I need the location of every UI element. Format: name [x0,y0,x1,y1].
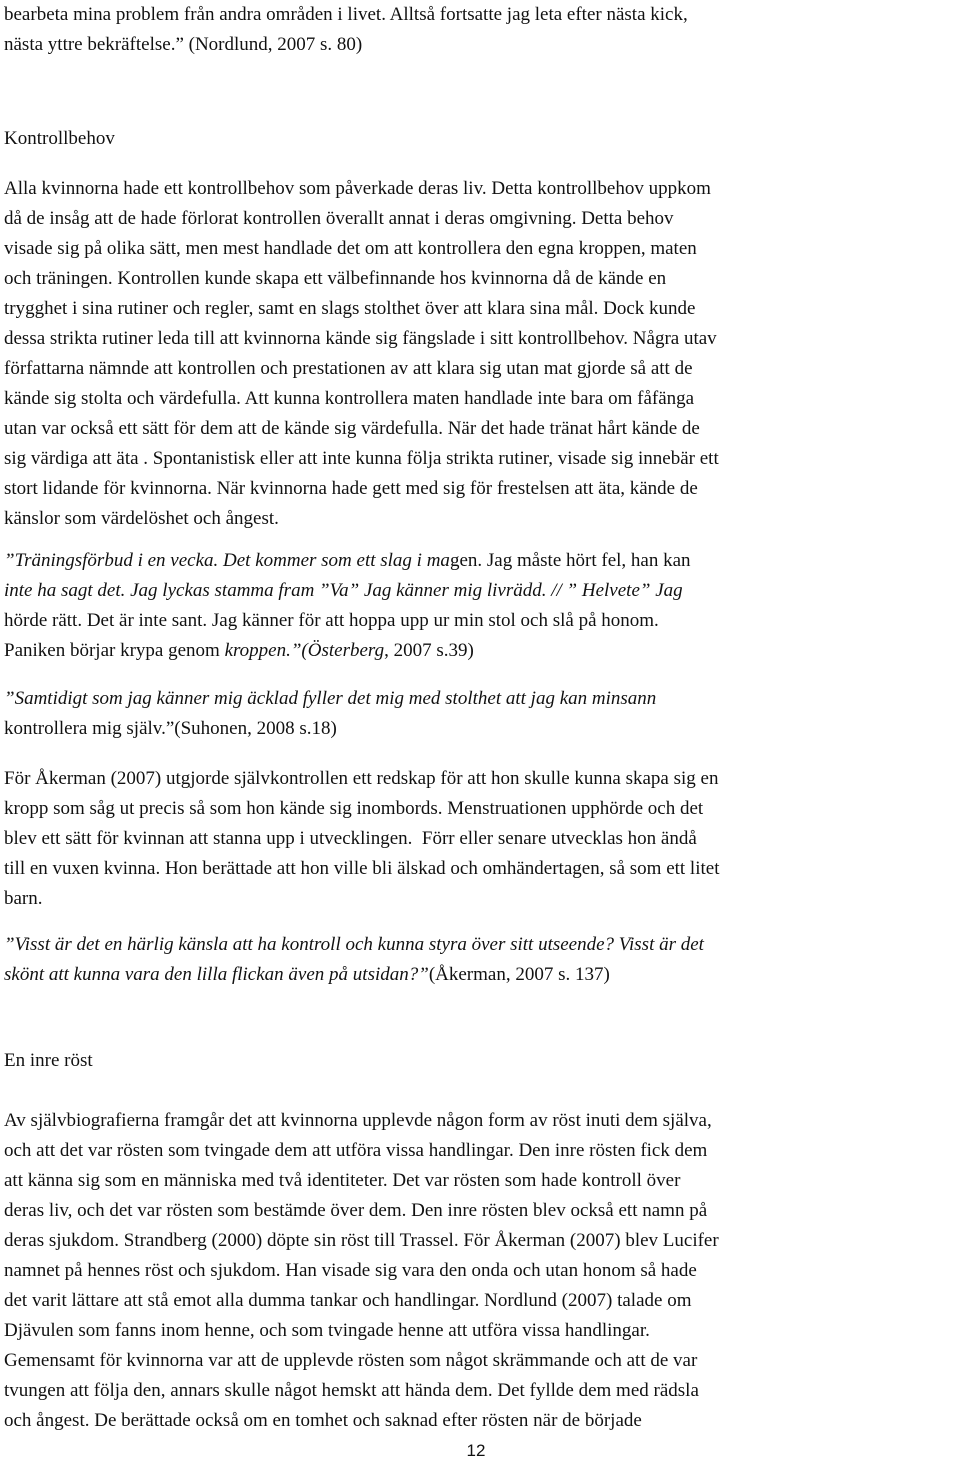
text-segment: kontrollera mig själv.”(Suhonen, 2008 s.18) [4,718,337,739]
text-line [4,1166,680,1195]
text-segment: deras liv, och det var rösten som bestämde över dem. Den inre rösten blev också ett namn på [4,1200,708,1221]
text-segment: utan var också ett sätt för dem att de kände sig värdefulla. När det hade tränat hårt kände de [4,418,700,439]
page-number: 12 [466,1441,486,1460]
text-line [4,930,704,959]
text-line [4,576,683,605]
text-line [4,854,719,883]
text-segment: Kontrollbehov [4,128,115,149]
text-segment: En inre röst [4,1050,93,1071]
text-line [4,354,693,383]
text-line [4,960,610,989]
text-line [4,444,719,473]
text-segment: och träningen. Kontrollen kunde skapa ett välbefinnande hos kvinnorna då de kände en [4,268,667,289]
text-segment: blev ett sätt för kvinnan att stanna upp i utvecklingen. Förr eller senare utvecklas hon ändå [4,828,697,849]
text-segment: och att det var rösten som tvingade dem att utföra vissa handlingar. Den inre rösten fick dem [4,1140,708,1161]
text-segment: kropp som såg ut precis så som hon kände sig inombords. Menstruationen upphörde och det [4,798,704,819]
text-segment: nästa yttre bekräftelse.” (Nordlund, 2007 s. 80) [4,34,363,55]
text-segment: visade sig på olika sätt, men mest handlade det om att kontrollera den egna kroppen, maten [4,238,697,259]
text-segment: till en vuxen kvinna. Hon berättade att hon ville bli älskad och omhändertagen, så som ett litet [4,858,720,879]
text-segment: känslor som värdelöshet och ångest. [4,508,279,529]
text-segment: (Åkerman, 2007 s. 137) [428,964,610,985]
text-segment: gen. Jag måste hört fel, han kan [449,550,691,571]
text-line [4,1286,691,1315]
text-segment: Alla kvinnorna hade ett kontrollbehov som påverkade deras liv. Detta kontrollbehov uppkom [4,178,711,199]
text-line [4,1196,707,1225]
text-segment: Av självbiografierna framgår det att kvinnorna upplevde någon form av röst inuti dem själva, [4,1110,712,1131]
text-line [4,324,717,353]
text-line [4,684,656,713]
text-segment: kände sig stolta och värdefulla. Att kunna kontrollera maten handlade inte bara om fåfänga [4,388,695,409]
text-line [4,504,279,533]
text-segment: bearbeta mina problem från andra områden i livet. Alltså fortsatte jag leta efter nästa kick, [4,4,688,25]
text-segment: tvungen att följa den, annars skulle något hemskt att hända dem. Det fyllde dem med rädsla [4,1380,699,1401]
text-segment: För Åkerman (2007) utgjorde självkontrollen ett redskap för att hon skulle kunna skapa sig en [4,768,719,789]
italic-text: ”Samtidigt som jag känner mig äcklad fyller det mig med stolthet att jag kan minsann [4,688,657,709]
text-line [4,474,698,503]
text-line [4,124,115,153]
text-line [4,1136,707,1165]
text-line [4,204,674,233]
text-segment: och ångest. De berättade också om en tomhet och saknad efter rösten när de började [4,1410,642,1431]
text-line [4,794,703,823]
text-segment: hörde rätt. Det är inte sant. Jag känner för att hoppa upp ur min stol och slå på honom. [4,610,659,631]
text-segment: författarna nämnde att kontrollen och prestationen av att klara sig utan mat gjorde så att de [4,358,693,379]
italic-text: kroppen.”(Österberg [224,640,385,661]
text-segment: stort lidande för kvinnorna. När kvinnorna hade gett med sig för frestelsen att äta, kände de [4,478,698,499]
text-line [4,0,688,29]
italic-text: inte ha sagt det. Jag lyckas stamma fram ”Va” Jag känner mig livrädd. // ” Helvete” Jag [4,580,683,601]
text-segment: namnet på hennes röst och sjukdom. Han visade sig vara den onda och utan honom så hade [4,1260,697,1281]
text-line [4,546,691,575]
text-segment: trygghet i sina rutiner och regler, samt en slags stolthet över att klara sina mål. Dock kunde [4,298,696,319]
text-line [4,1226,719,1255]
text-segment: sig värdiga att äta . Spontanistisk eller att inte kunna följa strikta rutiner, visade sig innebär ett [4,448,719,469]
text-line [4,1106,712,1135]
text-line [4,294,696,323]
text-segment: Paniken börjar krypa genom [4,640,225,661]
text-line [4,384,694,413]
italic-text: ”Träningsförbud i en vecka. Det kommer som ett slag i ma [4,550,450,571]
text-line [4,824,697,853]
text-line [4,606,659,635]
text-line [4,884,43,913]
text-line [4,1256,697,1285]
text-segment: då de insåg att de hade förlorat kontrollen överallt annat i deras omgivning. Detta behov [4,208,674,229]
text-line [4,234,697,263]
text-line [4,1346,697,1375]
italic-text: ”Visst är det en härlig känsla att ha kontroll och kunna styra över sitt utseende? Visst är det [4,934,704,955]
text-line [4,1046,93,1075]
text-line [4,264,666,293]
text-segment: det varit lättare att stå emot alla dumma tankar och handlingar. Nordlund (2007) talade om [4,1290,692,1311]
text-segment: att känna sig som en människa med två identiteter. Det var rösten som hade kontroll över [4,1170,681,1191]
text-line [4,1316,650,1345]
text-segment: Gemensamt för kvinnorna var att de upplevde rösten som något skrämmande och att de var [4,1350,698,1371]
text-line [4,414,700,443]
text-line [4,1376,699,1405]
text-segment: dessa strikta rutiner leda till att kvinnorna kände sig fängslade i sitt kontrollbehov. Några utav [4,328,717,349]
text-segment: barn. [4,888,43,909]
text-segment: , 2007 s.39) [384,640,474,661]
text-line [4,1406,642,1435]
text-line [4,714,337,743]
text-segment: deras sjukdom. Strandberg (2000) döpte sin röst till Trassel. För Åkerman (2007) blev Lucifer [4,1230,719,1251]
text-line [4,636,474,665]
text-segment: Djävulen som fanns inom henne, och som tvingade henne att utföra vissa handlingar. [4,1320,650,1341]
text-line [4,764,718,793]
italic-text: skönt att kunna vara den lilla flickan även på utsidan?” [4,964,429,985]
text-line [4,30,362,59]
text-line [4,174,711,203]
